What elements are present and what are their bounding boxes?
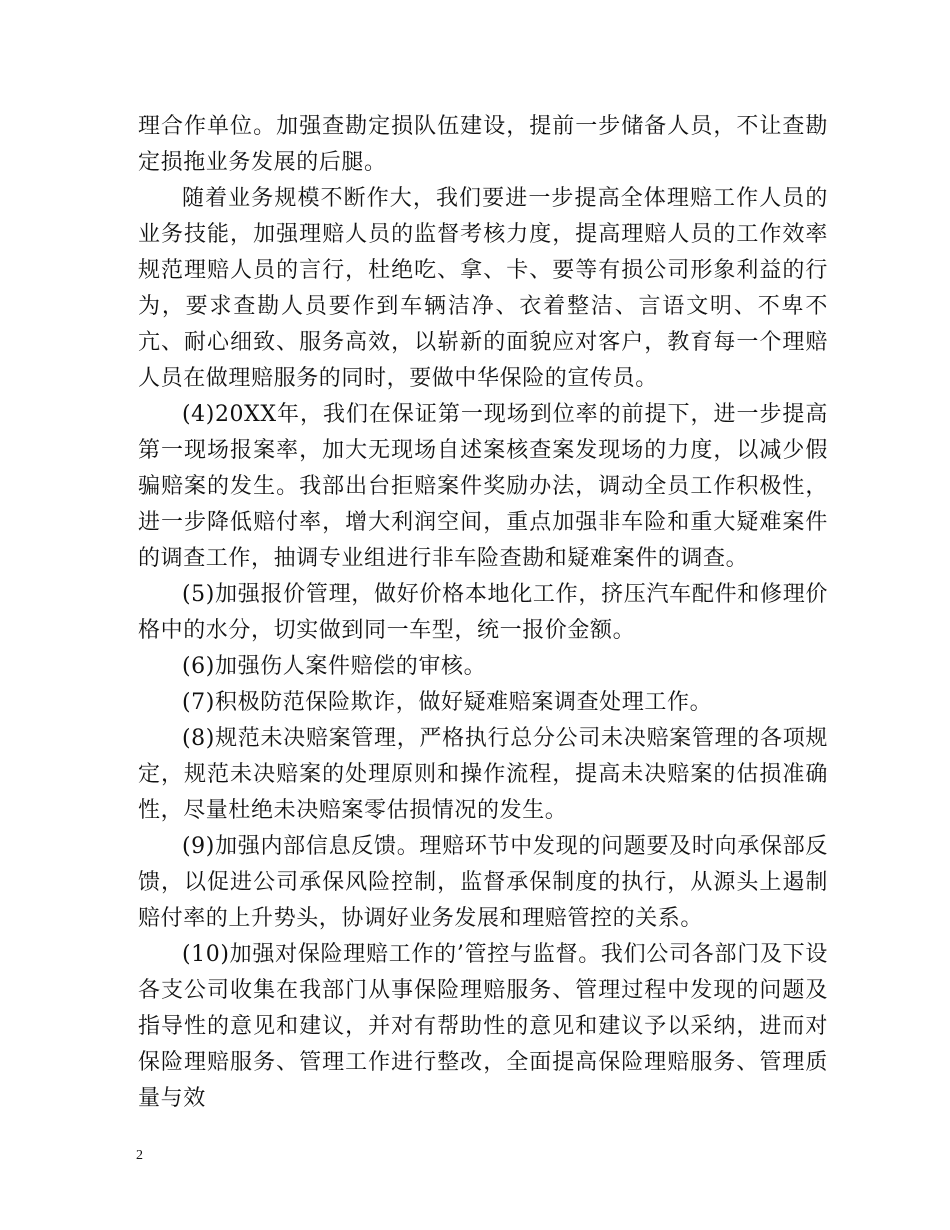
body-text bbox=[138, 109, 828, 1117]
paragraph-item-6: (6)加强伤人案件赔偿的审核。 bbox=[182, 654, 487, 679]
paragraph-item-9: (9)加强内部信息反馈。理赔环节中发现的问题要及时向承保部反馈，以促进公司承保风险控制，监督承保制度的执行，从源头上遏制赔付率的上升势头，协调好业务发展和理赔管控的关系。 bbox=[138, 834, 828, 931]
paragraph-item-4: (4)20XX年，我们在保证第一现场到位率的前提下，进一步提高第一现场报案率，加大无现场自述案核查案发现场的力度，以减少假骗赔案的发生。我部出台拒赔案件奖励办法，调动全员工作积极性，进一步降低赔付率，增大利润空间，重点加强非车险和重大疑难案件的调查工作，抽调专业组进行非车险查勘和疑难案件的调查。 bbox=[138, 402, 828, 571]
paragraph-item-8: (8)规范未决赔案管理，严格执行总分公司未决赔案管理的各项规定，规范未决赔案的处理原则和操作流程，提高未决赔案的估损准确性，尽量杜绝未决赔案零估损情况的发生。 bbox=[138, 726, 828, 823]
paragraph-item-5: (5)加强报价管理，做好价格本地化工作，挤压汽车配件和修理价格中的水分，切实做到同一车型，统一报价金额。 bbox=[138, 582, 828, 643]
page-number: 2 bbox=[136, 1148, 143, 1163]
paragraph-item-7: (7)积极防范保险欺诈，做好疑难赔案调查处理工作。 bbox=[182, 690, 713, 715]
paragraph-item-10: (10)加强对保险理赔工作的’管控与监督。我们公司各部门及下设各支公司收集在我部门从事保险理赔服务、管理过程中发现的问题及指导性的意见和建议，并对有帮助性的意见和建议予以采纳，进而对保险理赔服务、管理工作进行整改，全面提高保险理赔服务、管理质量与效 bbox=[138, 942, 828, 1111]
paragraph-continuation: 理合作单位。加强查勘定损队伍建设，提前一步储备人员，不让查勘定损拖业务发展的后腿。 bbox=[138, 114, 828, 175]
paragraph-staff-conduct: 随着业务规模不断作大，我们要进一步提高全体理赔工作人员的业务技能，加强理赔人员的监督考核力度，提高理赔人员的工作效率规范理赔人员的言行，杜绝吃、拿、卡、要等有损公司形象利益的行为，要求查勘人员要作到车辆洁净、衣着整洁、言语文明、不卑不亢、耐心细致、服务高效，以崭新的面貌应对客户，教育每一个理赔人员在做理赔服务的同时，要做中华保险的宣传员。 bbox=[138, 186, 828, 391]
